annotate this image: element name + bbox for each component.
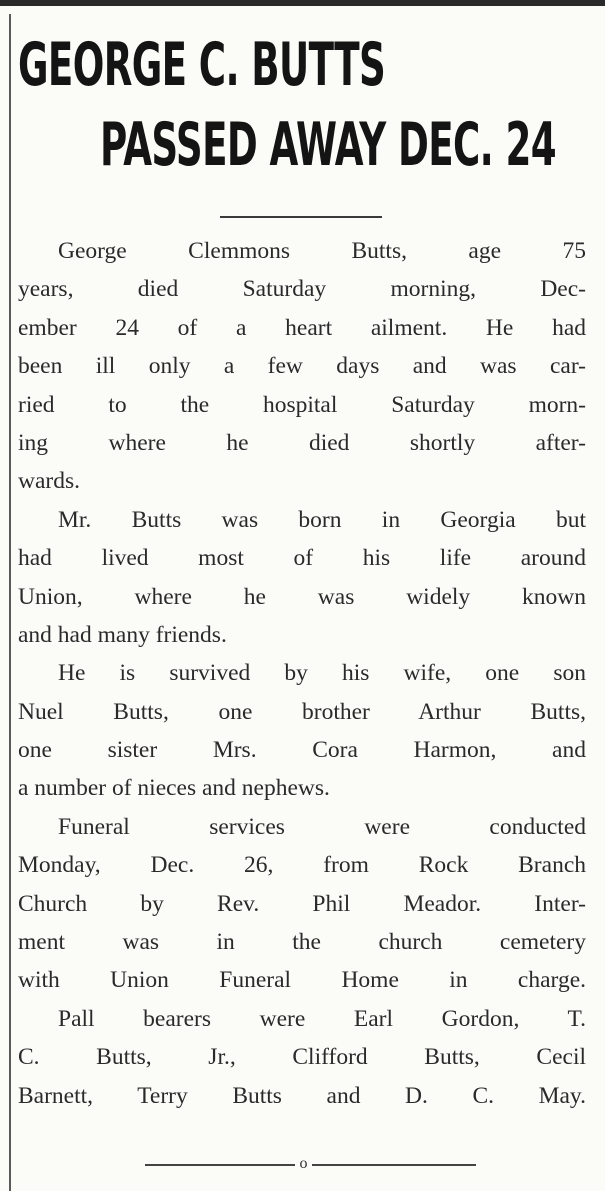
article-body xyxy=(18,232,586,1115)
headline-line-1: GEORGE C. BUTTS xyxy=(18,30,386,100)
end-rule-right xyxy=(312,1164,476,1166)
left-column-rule xyxy=(9,14,11,1191)
article-line: Church by Rev. Phil Meador. Inter- xyxy=(18,890,586,917)
article-line: had lived most of his life around xyxy=(18,545,586,572)
article-line: and had many friends. xyxy=(18,621,227,648)
article-line: Monday, Dec. 26, from Rock Branch xyxy=(18,852,586,879)
article-line: ried to the hospital Saturday morn- xyxy=(18,391,586,418)
headline-line-2: PASSED AWAY DEC. 24 xyxy=(100,110,557,180)
article-line: a number of nieces and nephews. xyxy=(18,775,330,802)
article-line: Mr. Butts was born in Georgia but xyxy=(58,506,586,533)
article-line: Funeral services were conducted xyxy=(58,813,586,840)
top-column-rule xyxy=(0,0,605,6)
article-line: ing where he died shortly after- xyxy=(18,429,586,456)
article-line: years, died Saturday morning, Dec- xyxy=(18,276,586,303)
article-line: Pall bearers were Earl Gordon, T. xyxy=(58,1005,586,1032)
article-line: ment was in the church cemetery xyxy=(18,929,586,956)
article-line: Union, where he was widely known xyxy=(18,583,586,610)
article-line: wards. xyxy=(18,468,80,495)
end-rule-left xyxy=(145,1164,295,1166)
article-line: ember 24 of a heart ailment. He had xyxy=(18,314,586,341)
article-line: one sister Mrs. Cora Harmon, and xyxy=(18,737,586,764)
article-line: Barnett, Terry Butts and D. C. May. xyxy=(18,1082,586,1109)
headline-divider xyxy=(220,216,382,218)
article-line: C. Butts, Jr., Clifford Butts, Cecil xyxy=(18,1044,586,1071)
article-line: with Union Funeral Home in charge. xyxy=(18,967,586,994)
end-ornament: o xyxy=(299,1155,308,1172)
article-line: George Clemmons Butts, age 75 xyxy=(58,238,586,264)
article-line: He is survived by his wife, one son xyxy=(58,660,586,687)
article-line: Nuel Butts, one brother Arthur Butts, xyxy=(18,698,586,725)
article-line: been ill only a few days and was car- xyxy=(18,353,586,380)
